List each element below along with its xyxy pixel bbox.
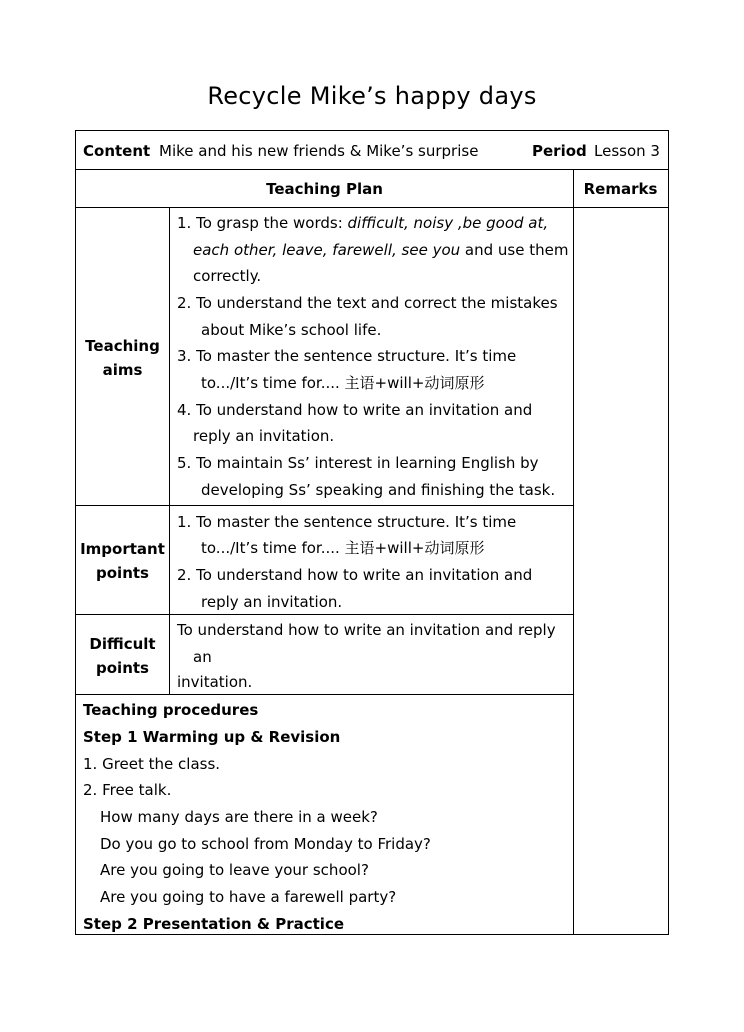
important-line-2: to.../It’s time for.... 主语+will+动词原形 (201, 539, 485, 557)
content-value: Mike and his new friends & Mike’s surprise (159, 142, 479, 160)
lesson-plan-table (75, 130, 669, 935)
period-value: Lesson 3 (594, 142, 660, 160)
teaching-aims-label-2: aims (102, 361, 143, 379)
aims-line-1-text: 1. To grasp the words: (177, 214, 348, 232)
free-talk-question-4: Are you going to have a farewell party? (100, 888, 397, 906)
col-divider-remarks (573, 169, 574, 934)
procedures-heading: Teaching procedures (83, 701, 259, 719)
remarks-heading: Remarks (583, 180, 658, 198)
important-points-label-2: points (96, 564, 149, 582)
step-2-heading: Step 2 Presentation & Practice (83, 915, 345, 933)
row-divider-aims (76, 505, 574, 506)
free-talk-question-3: Are you going to leave your school? (100, 861, 369, 879)
aims-line-2-text: and use them (460, 241, 569, 259)
teaching-plan-heading: Teaching Plan (266, 180, 383, 198)
aims-line-7: to.../It’s time for.... 主语+will+动词原形 (201, 374, 485, 392)
row-divider-important (76, 614, 574, 615)
important-line-4: reply an invitation. (201, 593, 343, 611)
difficult-line-2: an (193, 648, 212, 666)
aims-line-2 (193, 240, 568, 260)
aims-line-6: 3. To master the sentence structure. It’s time (177, 347, 517, 365)
free-talk-question-2: Do you go to school from Monday to Friday? (100, 835, 431, 853)
teaching-aims-label: Teaching (85, 337, 160, 355)
important-line-1: 1. To master the sentence structure. It’s time (177, 513, 517, 531)
aims-line-8: 4. To understand how to write an invitation and (177, 401, 533, 419)
free-talk-question-1: How many days are there in a week? (100, 808, 378, 826)
row-divider-difficult (76, 694, 574, 695)
aims-line-3: correctly. (193, 267, 262, 285)
difficult-line-3: invitation. (177, 673, 253, 691)
aims-line-1 (177, 213, 548, 233)
important-line-3: 2. To understand how to write an invitation and (177, 566, 533, 584)
procedure-item-1: 1. Greet the class. (83, 755, 221, 773)
important-points-label: Important (80, 540, 165, 558)
aims-line-4: 2. To understand the text and correct the mistakes (177, 294, 558, 312)
row-divider-plan (76, 207, 668, 208)
difficult-points-label: Difficult (89, 635, 156, 653)
aims-vocab-1: difficult, noisy ,be good at, (347, 214, 549, 232)
aims-line-9: reply an invitation. (193, 427, 335, 445)
step-1-heading: Step 1 Warming up & Revision (83, 728, 341, 746)
aims-line-11: developing Ss’ speaking and finishing the task. (201, 481, 556, 499)
difficult-line-1: To understand how to write an invitation and reply (177, 621, 556, 639)
col-divider-labels (169, 207, 170, 695)
aims-vocab-2: each other, leave, farewell, see you (193, 241, 461, 259)
page-title: Recycle Mike’s happy days (207, 82, 537, 110)
aims-line-5: about Mike’s school life. (201, 321, 382, 339)
aims-line-10: 5. To maintain Ss’ interest in learning English by (177, 454, 539, 472)
period-label: Period (532, 142, 587, 160)
row-divider-header (76, 169, 668, 170)
procedure-item-2: 2. Free talk. (83, 781, 172, 799)
difficult-points-label-2: points (96, 659, 149, 677)
content-label: Content (83, 142, 151, 160)
